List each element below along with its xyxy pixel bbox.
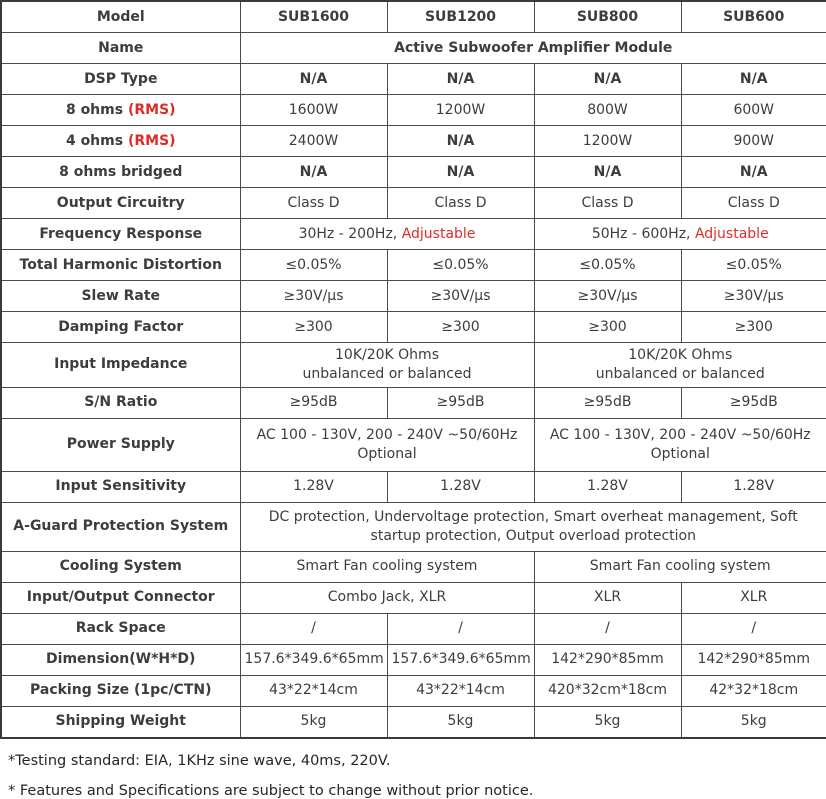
packing-size-value: 43*22*14cm bbox=[387, 675, 534, 706]
row-label-thd: Total Harmonic Distortion bbox=[1, 250, 240, 281]
input-sensitivity-value: 1.28V bbox=[387, 471, 534, 502]
thd-value: ≤0.05% bbox=[387, 250, 534, 281]
row-label-8ohms-rms bbox=[1, 95, 240, 126]
bridged-value: N/A bbox=[387, 157, 534, 188]
spec-row-io-connector bbox=[1, 582, 826, 613]
input-sensitivity-value: 1.28V bbox=[240, 471, 387, 502]
product-name-cell: Active Subwoofer Amplifier Module bbox=[240, 33, 826, 64]
row-label-aguard-protection: A-Guard Protection System bbox=[1, 502, 240, 551]
cooling-system-value: Smart Fan cooling system bbox=[534, 551, 826, 582]
damping-factor-value: ≥300 bbox=[681, 312, 826, 343]
dsp-type-value: N/A bbox=[240, 64, 387, 95]
power-supply-line2: Optional bbox=[357, 445, 417, 462]
slew-rate-value: ≥30V/μs bbox=[534, 281, 681, 312]
power-supply-line1: AC 100 - 130V, 200 - 240V ~50/60Hz bbox=[256, 426, 518, 443]
label-text: 4 ohms bbox=[65, 132, 128, 149]
dsp-type-value: N/A bbox=[681, 64, 826, 95]
power-8ohm-value: 1600W bbox=[240, 95, 387, 126]
sn-ratio-value: ≥95dB bbox=[387, 387, 534, 418]
rack-space-value: / bbox=[681, 613, 826, 644]
spec-row-dimension bbox=[1, 644, 826, 675]
dimension-value: 142*290*85mm bbox=[534, 644, 681, 675]
power-4ohm-value: 900W bbox=[681, 126, 826, 157]
row-label-rack-space: Rack Space bbox=[1, 613, 240, 644]
row-label-dsp-type: DSP Type bbox=[1, 64, 240, 95]
dimension-value: 157.6*349.6*65mm bbox=[387, 644, 534, 675]
impedance-line1: 10K/20K Ohms bbox=[335, 347, 439, 363]
sn-ratio-value: ≥95dB bbox=[681, 387, 826, 418]
bridged-value: N/A bbox=[534, 157, 681, 188]
power-4ohm-value: 1200W bbox=[534, 126, 681, 157]
frequency-adjustable: Adjustable bbox=[694, 225, 769, 242]
footnote-testing-standard: *Testing standard: EIA, 1KHz sine wave, 40ms, 220V. bbox=[8, 752, 391, 769]
spec-row-aguard-protection bbox=[1, 502, 826, 551]
row-label-name: Name bbox=[1, 33, 240, 64]
row-label-cooling-system: Cooling System bbox=[1, 551, 240, 582]
power-supply-value bbox=[534, 418, 826, 471]
spec-row-packing-size bbox=[1, 675, 826, 706]
row-label-output-circuitry: Output Circuitry bbox=[1, 188, 240, 219]
spec-row-input-impedance bbox=[1, 343, 826, 388]
model-name-cell: SUB800 bbox=[534, 1, 681, 33]
power-supply-value bbox=[240, 418, 534, 471]
input-impedance-value bbox=[240, 343, 534, 388]
input-sensitivity-value: 1.28V bbox=[534, 471, 681, 502]
io-connector-value: Combo Jack, XLR bbox=[240, 582, 534, 613]
aguard-protection-value: DC protection, Undervoltage protection, Smart overheat management, Soft startup protection, Output overload protection bbox=[240, 502, 826, 551]
row-label-input-impedance: Input Impedance bbox=[1, 343, 240, 388]
row-label-damping-factor: Damping Factor bbox=[1, 312, 240, 343]
footnote-disclaimer: * Features and Specifications are subject to change without prior notice. bbox=[8, 782, 534, 799]
label-rms-suffix: (RMS) bbox=[127, 101, 176, 118]
io-connector-value: XLR bbox=[534, 582, 681, 613]
rack-space-value: / bbox=[534, 613, 681, 644]
shipping-weight-value: 5kg bbox=[240, 706, 387, 738]
spec-row-frequency-response bbox=[1, 219, 826, 250]
spec-row-cooling-system bbox=[1, 551, 826, 582]
slew-rate-value: ≥30V/μs bbox=[681, 281, 826, 312]
dsp-type-value: N/A bbox=[387, 64, 534, 95]
output-circuitry-value: Class D bbox=[240, 188, 387, 219]
row-label-io-connector: Input/Output Connector bbox=[1, 582, 240, 613]
spec-row-8ohms-rms bbox=[1, 95, 826, 126]
spec-row-dsp-type bbox=[1, 64, 826, 95]
power-8ohm-value: 1200W bbox=[387, 95, 534, 126]
spec-row-sn-ratio bbox=[1, 387, 826, 418]
row-label-input-sensitivity: Input Sensitivity bbox=[1, 471, 240, 502]
row-label-slew-rate: Slew Rate bbox=[1, 281, 240, 312]
power-4ohm-value: N/A bbox=[387, 126, 534, 157]
frequency-response-value bbox=[534, 219, 826, 250]
spec-row-4ohms-rms bbox=[1, 126, 826, 157]
row-label-frequency-response: Frequency Response bbox=[1, 219, 240, 250]
spec-row-input-sensitivity bbox=[1, 471, 826, 502]
packing-size-value: 420*32cm*18cm bbox=[534, 675, 681, 706]
spec-row-slew-rate bbox=[1, 281, 826, 312]
output-circuitry-value: Class D bbox=[534, 188, 681, 219]
label-rms-suffix: (RMS) bbox=[127, 132, 176, 149]
thd-value: ≤0.05% bbox=[534, 250, 681, 281]
row-label-4ohms-rms bbox=[1, 126, 240, 157]
label-text: 8 ohms bbox=[65, 101, 128, 118]
spec-row-thd bbox=[1, 250, 826, 281]
cooling-system-value: Smart Fan cooling system bbox=[240, 551, 534, 582]
spec-row-model bbox=[1, 1, 826, 33]
power-supply-line2: Optional bbox=[650, 445, 710, 462]
impedance-line2: unbalanced or balanced bbox=[302, 365, 472, 382]
rack-space-value: / bbox=[387, 613, 534, 644]
frequency-adjustable: Adjustable bbox=[401, 225, 476, 242]
rack-space-value: / bbox=[240, 613, 387, 644]
shipping-weight-value: 5kg bbox=[387, 706, 534, 738]
bridged-value: N/A bbox=[240, 157, 387, 188]
bridged-value: N/A bbox=[681, 157, 826, 188]
row-label-shipping-weight: Shipping Weight bbox=[1, 706, 240, 738]
shipping-weight-value: 5kg bbox=[681, 706, 826, 738]
slew-rate-value: ≥30V/μs bbox=[240, 281, 387, 312]
dsp-type-value: N/A bbox=[534, 64, 681, 95]
row-label-sn-ratio: S/N Ratio bbox=[1, 387, 240, 418]
spec-row-damping-factor bbox=[1, 312, 826, 343]
output-circuitry-value: Class D bbox=[681, 188, 826, 219]
spec-row-power-supply bbox=[1, 418, 826, 471]
slew-rate-value: ≥30V/μs bbox=[387, 281, 534, 312]
damping-factor-value: ≥300 bbox=[387, 312, 534, 343]
spec-row-8ohms-bridged bbox=[1, 157, 826, 188]
model-name-cell: SUB1200 bbox=[387, 1, 534, 33]
input-sensitivity-value: 1.28V bbox=[681, 471, 826, 502]
model-name-cell: SUB1600 bbox=[240, 1, 387, 33]
row-label-8ohms-bridged: 8 ohms bridged bbox=[1, 157, 240, 188]
sn-ratio-value: ≥95dB bbox=[534, 387, 681, 418]
spec-row-shipping-weight bbox=[1, 706, 826, 738]
power-supply-line1: AC 100 - 130V, 200 - 240V ~50/60Hz bbox=[549, 426, 811, 443]
frequency-range: 30Hz - 200Hz, bbox=[298, 225, 402, 242]
spec-row-rack-space bbox=[1, 613, 826, 644]
packing-size-value: 42*32*18cm bbox=[681, 675, 826, 706]
damping-factor-value: ≥300 bbox=[534, 312, 681, 343]
row-label-dimension: Dimension(W*H*D) bbox=[1, 644, 240, 675]
packing-size-value: 43*22*14cm bbox=[240, 675, 387, 706]
output-circuitry-value: Class D bbox=[387, 188, 534, 219]
row-label-power-supply: Power Supply bbox=[1, 418, 240, 471]
row-label-model: Model bbox=[1, 1, 240, 33]
spec-row-name bbox=[1, 33, 826, 64]
shipping-weight-value: 5kg bbox=[534, 706, 681, 738]
row-label-packing-size: Packing Size (1pc/CTN) bbox=[1, 675, 240, 706]
io-connector-value: XLR bbox=[681, 582, 826, 613]
impedance-line1: 10K/20K Ohms bbox=[628, 347, 733, 363]
frequency-response-value bbox=[240, 219, 534, 250]
thd-value: ≤0.05% bbox=[681, 250, 826, 281]
damping-factor-value: ≥300 bbox=[240, 312, 387, 343]
thd-value: ≤0.05% bbox=[240, 250, 387, 281]
power-4ohm-value: 2400W bbox=[240, 126, 387, 157]
power-8ohm-value: 800W bbox=[534, 95, 681, 126]
model-name-cell: SUB600 bbox=[681, 1, 826, 33]
input-impedance-value bbox=[534, 343, 826, 388]
frequency-range: 50Hz - 600Hz, bbox=[591, 225, 695, 242]
dimension-value: 157.6*349.6*65mm bbox=[240, 644, 387, 675]
dimension-value: 142*290*85mm bbox=[681, 644, 826, 675]
sn-ratio-value: ≥95dB bbox=[240, 387, 387, 418]
spec-row-output-circuitry bbox=[1, 188, 826, 219]
power-8ohm-value: 600W bbox=[681, 95, 826, 126]
impedance-line2: unbalanced or balanced bbox=[595, 365, 765, 382]
